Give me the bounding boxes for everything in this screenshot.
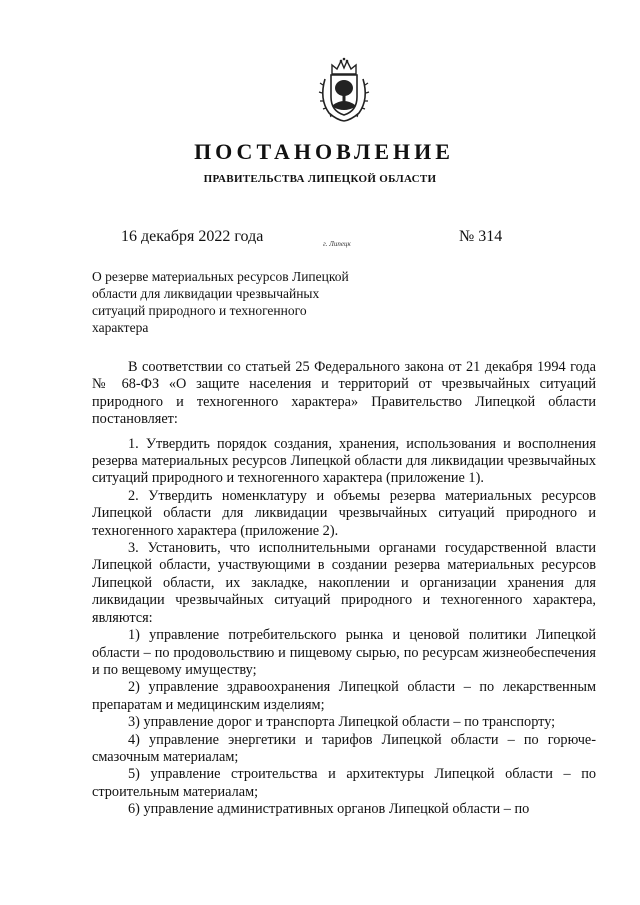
list-item: 1) управление потребительского рынка и ценовой политики Липецкой области – по продовольствию и пищевому сырью, по ресурсам жизнеобеспечения и по вещевому имуществу; [92,627,596,678]
clause-paragraph: 2. Утвердить номенклатуру и объемы резерва материальных ресурсов Липецкой области для ликвидации чрезвычайных ситуаций природного и техногенного характера (приложение 2). [92,487,596,539]
document-type-title: ПОСТАНОВЛЕНИЕ [194,139,454,164]
document-number: № 314 [459,228,503,245]
clause-paragraph: 3. Установить, что исполнительными органами государственной власти Липецкой области, участвующими в создании резерва материальных ресурсов Липецкой области, их закладке, накоплении и организации хранения для ликвидации чрезвычайных ситуаций природного и техногенного характера, являются: [92,540,596,626]
list-item: 6) управление административных органов Липецкой области – по [128,801,530,818]
list-item: 3) управление дорог и транспорта Липецкой области – по транспорту; [128,714,556,731]
list-item: 5) управление строительства и архитектуры Липецкой области – по строительным материалам; [92,766,596,800]
document-date: 16 декабря 2022 года [121,228,264,245]
clause-paragraph: 1. Утвердить порядок создания, хранения, использования и восполнения резерва материальных ресурсов Липецкой области для ликвидации чрезвычайных ситуаций природного и техногенного характера (приложение 1). [92,435,596,487]
document-city: г. Липецк [323,240,351,248]
issuing-authority: ПРАВИТЕЛЬСТВА ЛИПЕЦКОЙ ОБЛАСТИ [203,173,437,185]
coat-of-arms-icon [317,57,371,123]
list-item: 2) управление здравоохранения Липецкой области – по лекарственным препаратам и медицинским изделиям; [92,679,596,713]
document-heading: О резерве материальных ресурсов Липецкой области для ликвидации чрезвычайных ситуаций природного и техногенного характера [92,269,349,335]
intro-paragraph: В соответствии со статьей 25 Федерального закона от 21 декабря 1994 года № 68-ФЗ «О защите населения и территорий от чрезвычайных ситуаций природного и техногенного характера» Правительство Липецкой области постановляет: [92,359,596,428]
document-body [92,359,596,819]
list-item: 4) управление энергетики и тарифов Липецкой области – по горюче-смазочным материалам; [92,731,596,765]
